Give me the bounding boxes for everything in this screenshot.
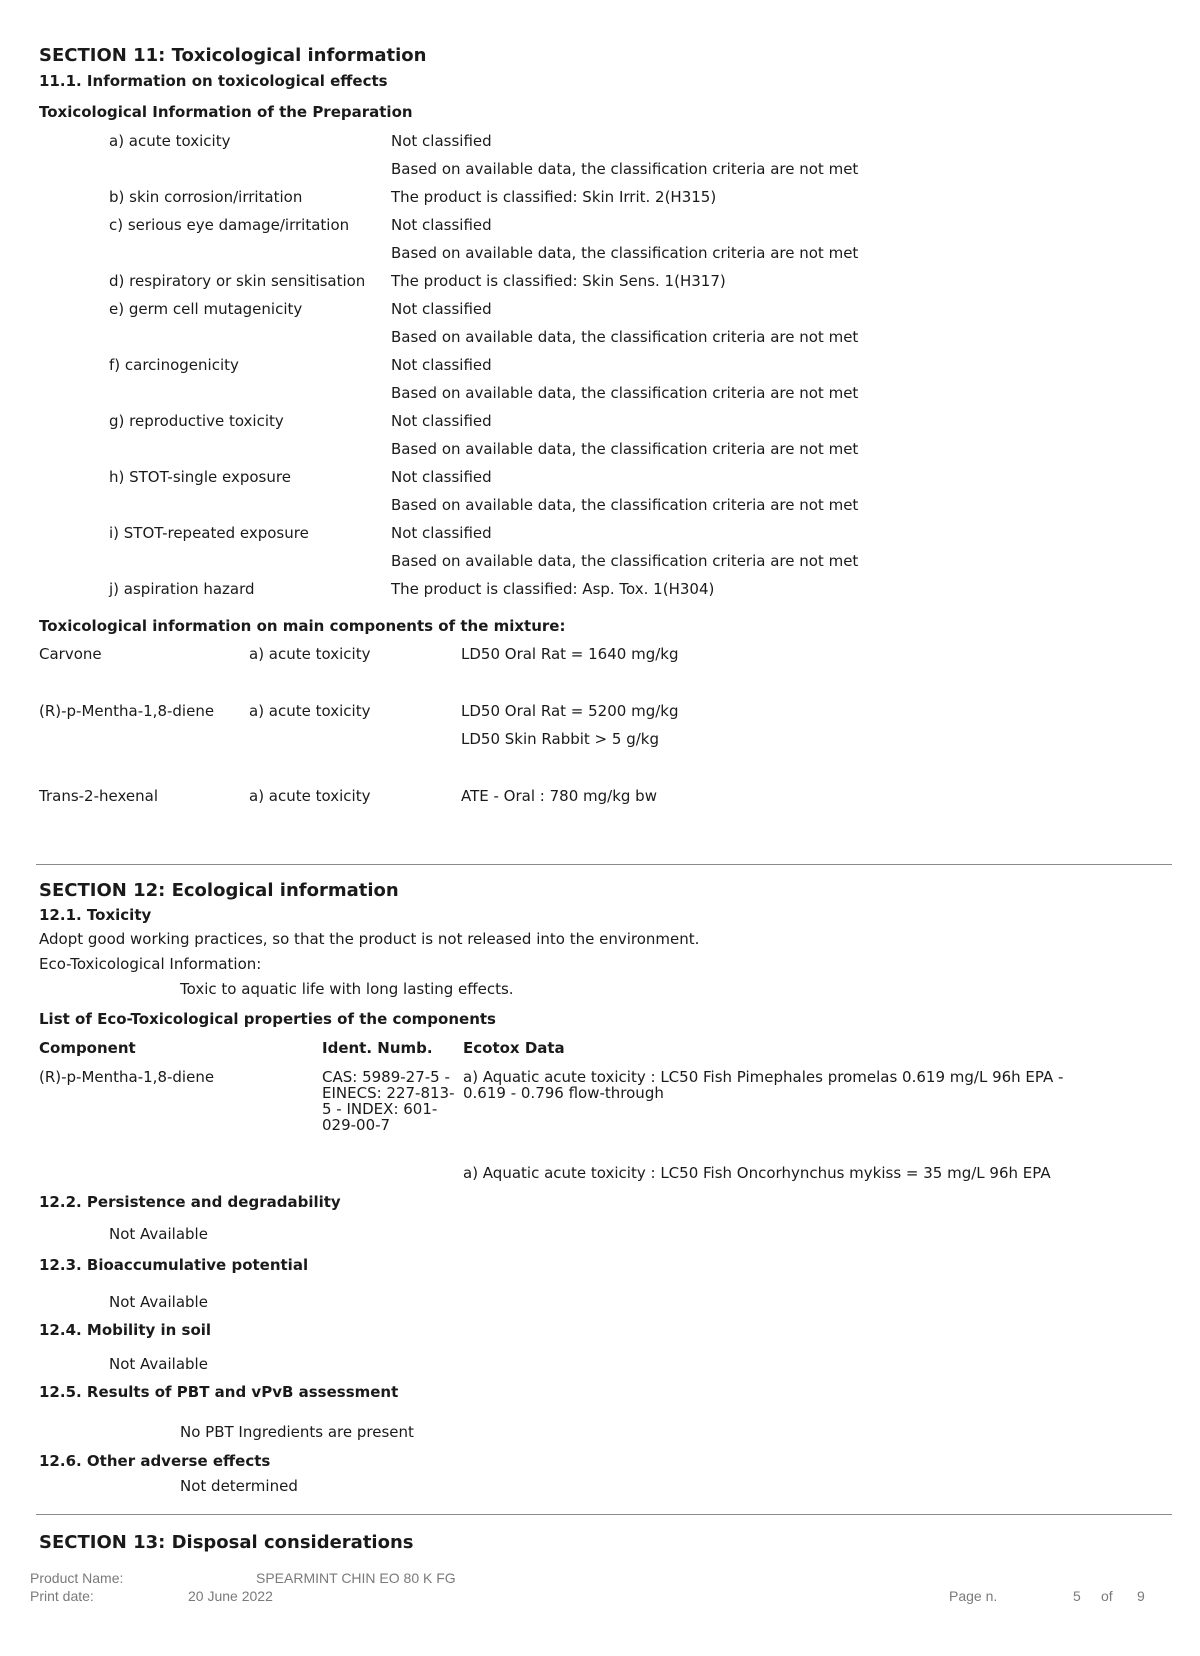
tox-note: Based on available data, the classification criteria are not met	[391, 384, 859, 402]
tox-note: Based on available data, the classification criteria are not met	[391, 552, 859, 570]
component-name: Carvone	[39, 645, 102, 663]
tox-value: The product is classified: Skin Irrit. 2(H315)	[391, 188, 717, 206]
tox-note: Based on available data, the classification criteria are not met	[391, 244, 859, 262]
section-11-title: SECTION 11: Toxicological information	[39, 45, 427, 66]
tox-value: The product is classified: Skin Sens. 1(H317)	[391, 272, 726, 290]
tox-note: Based on available data, the classification criteria are not met	[391, 440, 859, 458]
component-data: LD50 Skin Rabbit > 5 g/kg	[461, 730, 659, 748]
section-divider	[36, 1514, 1172, 1515]
tox-label: h) STOT-single exposure	[109, 468, 291, 486]
preparation-heading: Toxicological Information of the Preparation	[39, 103, 413, 121]
persistence-value: Not Available	[109, 1225, 208, 1243]
component-name: (R)-p-Mentha-1,8-diene	[39, 702, 215, 720]
component-endpoint: a) acute toxicity	[249, 702, 371, 720]
tox-note: Based on available data, the classification criteria are not met	[391, 496, 859, 514]
column-header-ident: Ident. Numb.	[322, 1039, 433, 1057]
page-total: 9	[1137, 1588, 1145, 1604]
toxicity-heading: 12.1. Toxicity	[39, 906, 152, 924]
component-data: LD50 Oral Rat = 5200 mg/kg	[461, 702, 679, 720]
bioaccumulative-heading: 12.3. Bioaccumulative potential	[39, 1256, 309, 1274]
ecotox-list-heading: List of Eco-Toxicological properties of the components	[39, 1010, 496, 1028]
ecotox-ident-number: CAS: 5989-27-5 - EINECS: 227-813-5 - INDEX: 601-029-00-7	[322, 1068, 455, 1134]
component-endpoint: a) acute toxicity	[249, 645, 371, 663]
components-heading: Toxicological information on main components of the mixture:	[39, 617, 566, 635]
product-name-value: SPEARMINT CHIN EO 80 K FG	[256, 1570, 456, 1586]
tox-value: Not classified	[391, 412, 492, 430]
tox-label: a) acute toxicity	[109, 132, 231, 150]
pbt-heading: 12.5. Results of PBT and vPvB assessment	[39, 1383, 399, 1401]
bioaccumulative-value: Not Available	[109, 1293, 208, 1311]
tox-label: e) germ cell mutagenicity	[109, 300, 303, 318]
tox-label: j) aspiration hazard	[109, 580, 255, 598]
section-divider	[36, 864, 1172, 865]
tox-label: i) STOT-repeated exposure	[109, 524, 309, 542]
component-name: Trans-2-hexenal	[39, 787, 158, 805]
tox-label: b) skin corrosion/irritation	[109, 188, 303, 206]
ecotox-data-entry: a) Aquatic acute toxicity : LC50 Fish Pimephales promelas 0.619 mg/L 96h EPA - 0.619 - 0.796 flow-through	[463, 1068, 1064, 1102]
persistence-heading: 12.2. Persistence and degradability	[39, 1193, 341, 1211]
tox-value: Not classified	[391, 356, 492, 374]
tox-label: g) reproductive toxicity	[109, 412, 284, 430]
toxicity-text: Adopt good working practices, so that the product is not released into the environment.	[39, 930, 700, 948]
mobility-heading: 12.4. Mobility in soil	[39, 1321, 212, 1339]
tox-value: Not classified	[391, 524, 492, 542]
component-data: ATE - Oral : 780 mg/kg bw	[461, 787, 657, 805]
ecotox-info-label: Eco-Toxicological Information:	[39, 955, 262, 973]
ecotox-component-name: (R)-p-Mentha-1,8-diene	[39, 1068, 215, 1086]
tox-value: Not classified	[391, 132, 492, 150]
tox-label: d) respiratory or skin sensitisation	[109, 272, 366, 290]
tox-note: Based on available data, the classification criteria are not met	[391, 160, 859, 178]
print-date-value: 20 June 2022	[188, 1588, 273, 1604]
section-13-title: SECTION 13: Disposal considerations	[39, 1532, 414, 1553]
pbt-value: No PBT Ingredients are present	[180, 1423, 414, 1441]
product-name-label: Product Name:	[30, 1570, 124, 1586]
page-number: 5	[1073, 1588, 1081, 1604]
tox-value: Not classified	[391, 216, 492, 234]
tox-label: f) carcinogenicity	[109, 356, 239, 374]
tox-label: c) serious eye damage/irritation	[109, 216, 350, 234]
tox-note: Based on available data, the classification criteria are not met	[391, 328, 859, 346]
print-date-label: Print date:	[30, 1588, 94, 1604]
section-12-title: SECTION 12: Ecological information	[39, 880, 399, 901]
column-header-component: Component	[39, 1039, 136, 1057]
page-of-label: of	[1101, 1588, 1113, 1604]
component-endpoint: a) acute toxicity	[249, 787, 371, 805]
other-effects-value: Not determined	[180, 1477, 298, 1495]
ecotox-data-entry: a) Aquatic acute toxicity : LC50 Fish Oncorhynchus mykiss = 35 mg/L 96h EPA	[463, 1164, 1051, 1182]
tox-value: The product is classified: Asp. Tox. 1(H304)	[391, 580, 715, 598]
tox-value: Not classified	[391, 300, 492, 318]
subsection-11-1-heading: 11.1. Information on toxicological effects	[39, 72, 388, 90]
page-label: Page n.	[949, 1588, 998, 1604]
mobility-value: Not Available	[109, 1355, 208, 1373]
other-effects-heading: 12.6. Other adverse effects	[39, 1452, 271, 1470]
ecotox-info-value: Toxic to aquatic life with long lasting effects.	[180, 980, 514, 998]
component-data: LD50 Oral Rat = 1640 mg/kg	[461, 645, 679, 663]
tox-value: Not classified	[391, 468, 492, 486]
column-header-ecotox: Ecotox Data	[463, 1039, 565, 1057]
